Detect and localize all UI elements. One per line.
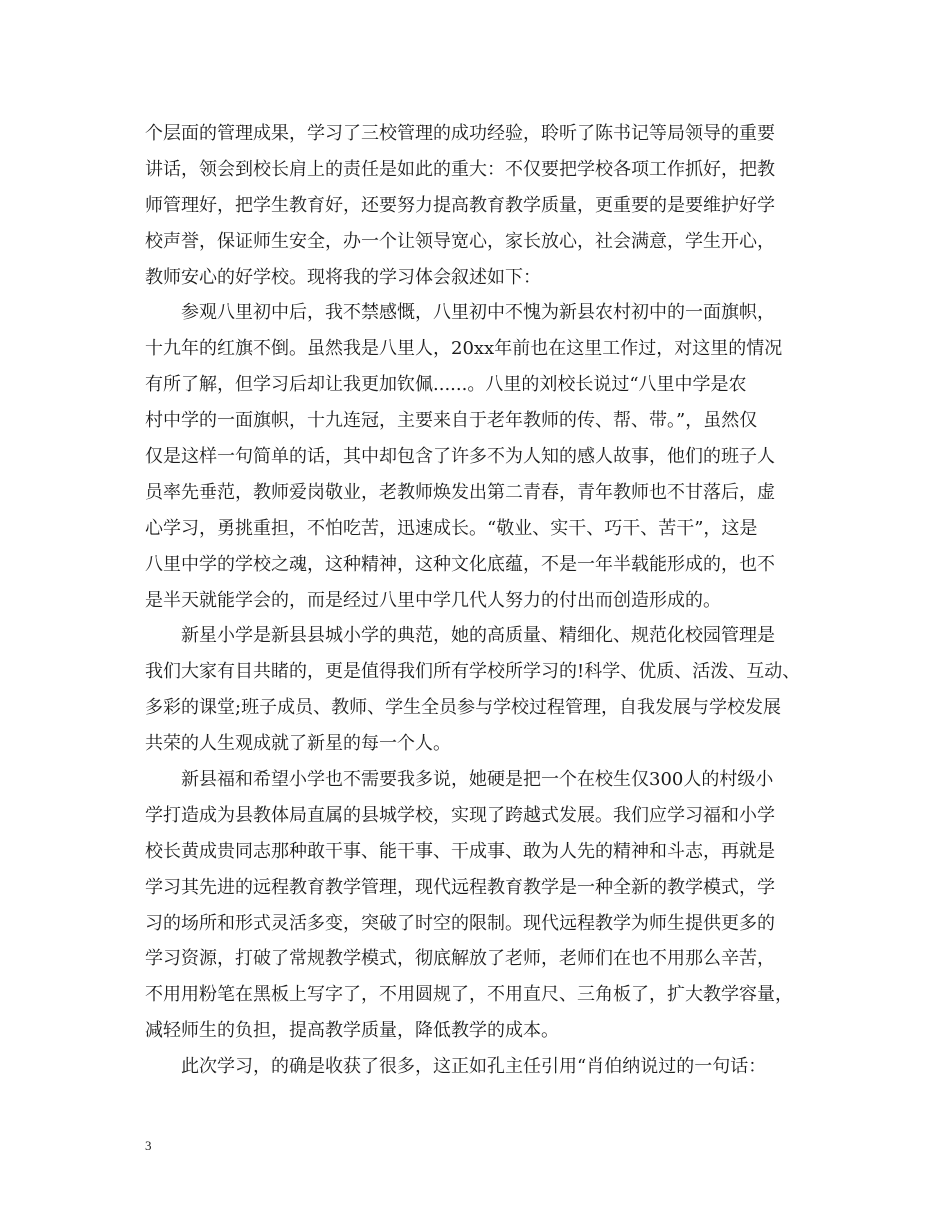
text-line: 共荣的人生观成就了新星的每一个人。 [145, 733, 451, 755]
text-line: 多彩的课堂;班子成员、教师、学生全员参与学校过程管理，自我发展与学校发展 [145, 697, 782, 719]
text-line: 学打造成为县教体局直属的县城学校，实现了跨越式发展。我们应学习福和小学 [145, 804, 775, 826]
text-line: 心学习，勇挑重担，不怕吃苦，迅速成长。“敬业、实干、巧干、苦干”，这是 [145, 517, 758, 539]
text-line: 有所了解，但学习后却让我更加钦佩......。八里的刘校长说过“八里中学是农 [145, 374, 747, 396]
text-line: 十九年的红旗不倒。虽然我是八里人，20xx年前也在这里工作过，对这里的情况 [145, 338, 783, 360]
text-line: 校声誉，保证师生安全，办一个让领导宽心，家长放心，社会满意，学生开心， [145, 230, 775, 252]
text-line: 村中学的一面旗帜，十九连冠，主要来自于老年教师的传、帮、带。”，虽然仅 [145, 410, 758, 432]
text-line: 校长黄成贵同志那种敢干事、能干事、干成事、敢为人先的精神和斗志，再就是 [145, 840, 775, 862]
text-line: 个层面的管理成果，学习了三校管理的成功经验，聆听了陈书记等局领导的重要 [145, 123, 775, 144]
text-line: 八里中学的学校之魂，这种精神，这种文化底蕴，不是一年半载能形成的，也不 [145, 553, 775, 575]
text-line: 此次学习，的确是收获了很多，这正如孔主任引用“肖伯纳说过的一句话： [145, 1056, 767, 1078]
text-line: 师管理好，把学生教育好，还要努力提高教育教学质量，更重要的是要维护好学 [145, 194, 775, 216]
text-line: 仅是这样一句简单的话，其中却包含了许多不为人知的感人故事，他们的班子人 [145, 446, 775, 468]
text-line: 习的场所和形式灵活多变，突破了时空的限制。现代远程教学为师生提供更多的 [145, 912, 775, 934]
page-number: 3 [145, 1138, 152, 1153]
text-line: 减轻师生的负担，提高教学质量，降低教学的成本。 [145, 1020, 559, 1042]
text-line: 员率先垂范，教师爱岗敬业，老教师焕发出第二青春，青年教师也不甘落后，虚 [145, 481, 775, 503]
text-line: 教师安心的好学校。现将我的学习体会叙述如下： [145, 266, 541, 288]
document-body [145, 116, 815, 1085]
text-line: 学习其先进的远程教育教学管理，现代远程教育教学是一种全新的教学模式，学 [145, 876, 775, 898]
text-line: 我们大家有目共睹的，更是值得我们所有学校所学习的!科学、优质、活泼、互动、 [145, 661, 801, 683]
text-line: 讲话，领会到校长肩上的责任是如此的重大：不仅要把学校各项工作抓好，把教 [145, 158, 775, 180]
text-line: 参观八里初中后，我不禁感慨，八里初中不愧为新县农村初中的一面旗帜， [145, 302, 775, 324]
text-line: 不用用粉笔在黑板上写字了，不用圆规了，不用直尺、三角板了，扩大教学容量， [145, 984, 793, 1006]
text-line: 学习资源，打破了常规教学模式，彻底解放了老师，老师们在也不用那么辛苦， [145, 948, 775, 970]
text-line: 新星小学是新县县城小学的典范，她的高质量、精细化、规范化校园管理是 [145, 625, 775, 647]
text-line: 新县福和希望小学也不需要我多说，她硬是把一个在校生仅300人的村级小 [145, 769, 774, 791]
text-line: 是半天就能学会的，而是经过八里中学几代人努力的付出而创造形成的。 [145, 589, 721, 611]
